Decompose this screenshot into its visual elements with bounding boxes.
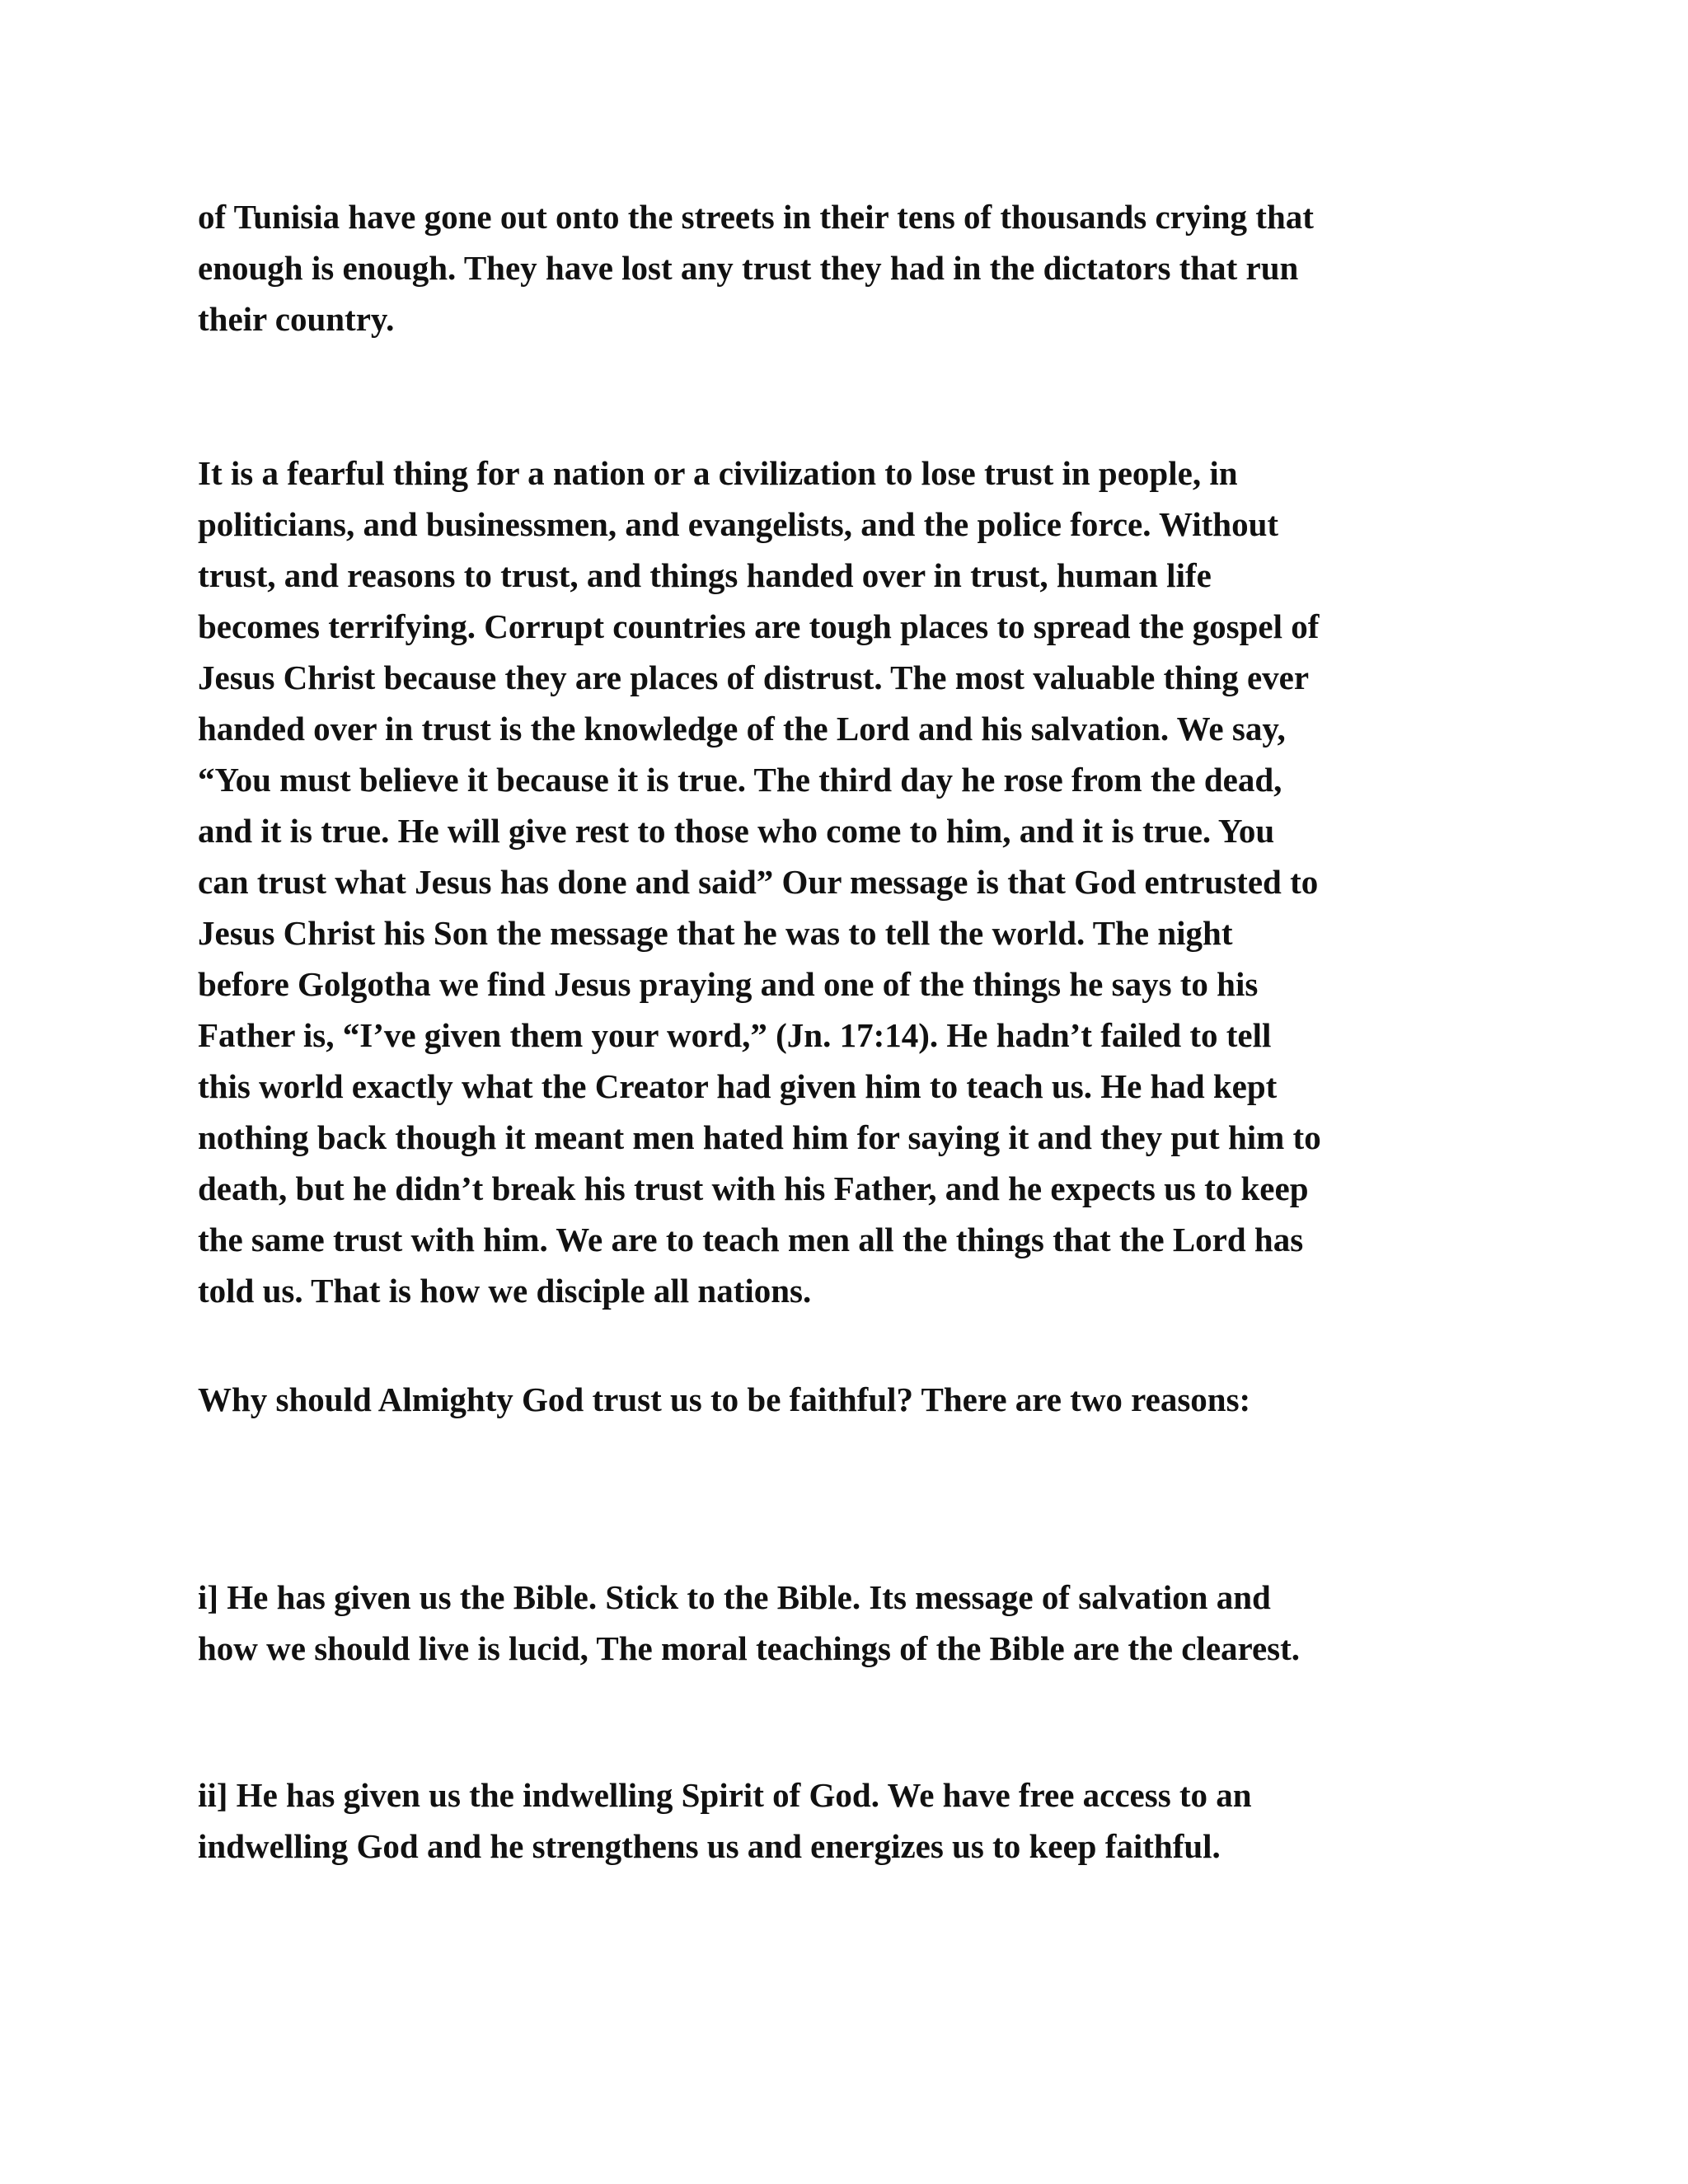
text-line: this world exactly what the Creator had given him to teach us. He had kept (198, 1067, 1278, 1105)
text-line: how we should live is lucid, The moral teachings of the Bible are the clearest. (198, 1629, 1301, 1667)
text-line: ii] He has given us the indwelling Spirit of God. We have free access to an (198, 1776, 1252, 1814)
text-line: can trust what Jesus has done and said” Our message is that God entrusted to (198, 863, 1319, 901)
text-line: becomes terrifying. Corrupt countries are tough places to spread the gospel of (198, 607, 1320, 645)
text-line: of Tunisia have gone out onto the streets in their tens of thousands crying that (198, 198, 1314, 236)
text-line: trust, and reasons to trust, and things handed over in trust, human life (198, 556, 1212, 594)
paragraph-question (198, 1374, 1500, 1425)
text-line: nothing back though it meant men hated him for saying it and they put him to (198, 1118, 1321, 1156)
text-line: indwelling God and he strengthens us and energizes us to keep faithful. (198, 1827, 1221, 1865)
text-line: the same trust with him. We are to teach men all the things that the Lord has (198, 1221, 1304, 1258)
paragraph-reason-one (198, 1572, 1500, 1674)
paragraph-tunisia (198, 191, 1500, 344)
text-line: their country. (198, 300, 395, 338)
text-line: Jesus Christ because they are places of distrust. The most valuable thing ever (198, 658, 1310, 696)
paragraph-trust (198, 448, 1500, 1316)
text-line: Why should Almighty God trust us to be faithful? There are two reasons: (198, 1380, 1251, 1418)
text-line: before Golgotha we find Jesus praying and one of the things he says to his (198, 965, 1259, 1003)
text-line: enough is enough. They have lost any trust they had in the dictators that run (198, 249, 1299, 287)
text-line: Jesus Christ his Son the message that he was to tell the world. The night (198, 914, 1233, 952)
text-line: i] He has given us the Bible. Stick to the Bible. Its message of salvation and (198, 1578, 1271, 1616)
text-line: handed over in trust is the knowledge of the Lord and his salvation. We say, (198, 710, 1286, 748)
text-line: politicians, and businessmen, and evangelists, and the police force. Without (198, 505, 1279, 543)
text-line: Father is, “I’ve given them your word,” (Jn. 17:14). He hadn’t failed to tell (198, 1016, 1272, 1054)
text-line: and it is true. He will give rest to those who come to him, and it is true. You (198, 812, 1275, 850)
text-line: “You must believe it because it is true. The third day he rose from the dead, (198, 761, 1282, 799)
text-line: death, but he didn’t break his trust with his Father, and he expects us to keep (198, 1169, 1309, 1207)
text-line: It is a fearful thing for a nation or a civilization to lose trust in people, in (198, 454, 1238, 492)
text-line: told us. That is how we disciple all nations. (198, 1272, 812, 1310)
paragraph-reason-two (198, 1769, 1500, 1872)
